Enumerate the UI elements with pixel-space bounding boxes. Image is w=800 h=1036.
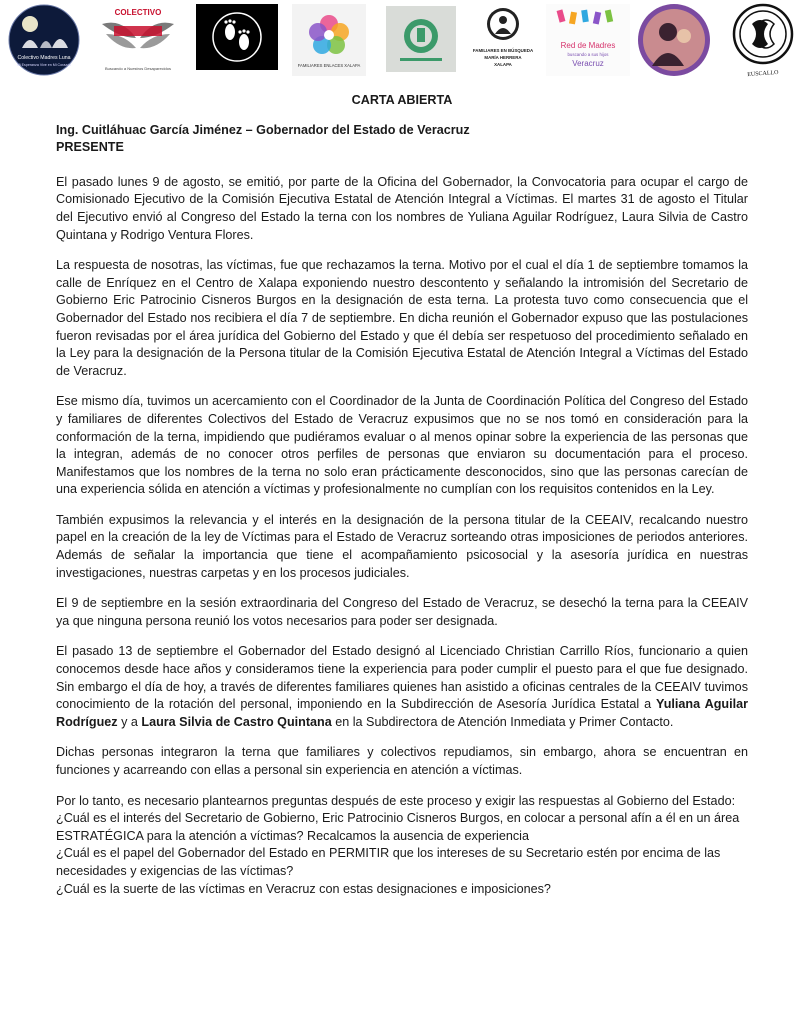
logo6-line1: FAMILIARES EN BÚSQUEDA (472, 48, 534, 53)
logo-photo-circle (634, 2, 714, 78)
question-2: ¿Cuál es el papel del Gobernador del Estado en PERMITIR que los intereses de su Secretario estén por encima de las necesidades y exigencias de las víctimas? (56, 846, 721, 878)
letter (56, 92, 748, 898)
question-3: ¿Cuál es la suerte de las víctimas en Veracruz con estas designaciones e imposiciones? (56, 881, 551, 896)
logo2-motto: Buscando a Nuestros Desaparecidos (104, 66, 172, 71)
paragraph-3: Ese mismo día, tuvimos un acercamiento con el Coordinador de la Junta de Coordinación Política del Congreso del Estado y familiares de diferentes Colectivos del Estado de Veracruz expusimos que no se nos tomó en consideración para la conformación de la terna, impidiendo que pudiéramos evaluar o al menos opinar sobre la experiencia de las personas que la integran, además de no conocer otros perfiles de personas que enviaron su documentación para el proceso. Manifestamos que los nombres de la terna no solo eran prácticamente desconocidos, sino que las personas carecían de una experiencia sólida en atención a víctimas y profesionalmente no cumplían con los requisitos contenidos en la Ley. (56, 394, 748, 497)
p6-name-yuliana: Yuliana Aguilar Rodríguez (56, 697, 748, 729)
logo-red-de-madres (546, 4, 630, 76)
logo7-line2: buscando a sus hijos (567, 52, 609, 57)
salutation: PRESENTE (56, 140, 124, 155)
logo-familiares-enlaces (292, 4, 366, 76)
logo-footprints (196, 4, 278, 70)
logo-colectivo-wings (92, 4, 184, 76)
p6-part-a: El pasado 13 de septiembre el Gobernador del Estado designó al Licenciado Christian Carrillo Ríos, funcionario a quien conocemos desde hace años y consideramos tiene la experiencia para poder cumplir el puesto para el que fue designado. Sin embargo el día de hoy, a través de diferentes familiares quienes han asistido a oficinas centrales de la CEEAIV tuvimos conocimiento de la rotación del personal, imponiendo en la Subdirección de Asesoría Jurídica Estatal a (56, 644, 748, 712)
logo6-line3: XALAPA (494, 62, 512, 67)
logo2-title: COLECTIVO (114, 8, 162, 17)
question-1: ¿Cuál es el interés del Secretario de Gobierno, Eric Patrocinio Cisneros Burgos, en colocar a personal afín a él en un área ESTRATÉGICA para la atención a víctimas? Recalcamos la ausencia de experiencia (56, 811, 740, 843)
addressee: Ing. Cuitláhuac García Jiménez – Gobernador del Estado de Veracruz (56, 122, 470, 137)
logo-green-emblem (386, 6, 456, 72)
logo-euscallo (728, 0, 798, 80)
logo-strip (0, 0, 800, 80)
logo-maria-herrera (466, 4, 540, 76)
paragraph-5: El 9 de septiembre en la sesión extraordinaria del Congreso del Estado de Veracruz, se desechó la terna para la CEEAIV ya que ninguna persona reunió los votos necesarios para poder ser designada. (56, 596, 748, 628)
logo4-name: FAMILIARES ENLACES XALAPA (297, 63, 361, 68)
paragraph-4: También expusimos la relevancia y el interés en la designación de la persona titular de la CEEAIV, recalcando nuestro papel en la creación de la ley de Víctimas para el Estado de Veracruz sorteando otras imposiciones de periodos anteriores. Además de señalar la importancia que tiene el acompañamiento psicosocial y la asesoría jurídica en nuestras investigaciones, nuestras carpetas y en los procesos judiciales. (56, 512, 748, 580)
p6-part-b: y a (117, 714, 142, 729)
paragraph-2: La respuesta de nosotras, las víctimas, fue que rechazamos la terna. Motivo por el cual el día 1 de septiembre tomamos la calle de Enríquez en el Centro de Xalapa exponiendo nuestro descontento y señalando la intromisión del Secretario de Gobierno Eric Patrocinio Cisneros Burgos en la designación de esta terna. La protesta tuvo como consecuencia que el Gobernador del Estado nos recibiera el día 7 de septiembre. En dicha reunión el Gobernador expuso que las postulaciones fueron revisadas por el área jurídica del Gobierno del Estado y que él debía ser respetuoso del procedimiento señalado en la Ley para la designación de la Persona titular de la Comisión Ejecutiva Estatal de Atención Integral a Víctimas del Estado de Veracruz. (56, 258, 748, 378)
logo6-line2: MARÍA HERRERA (484, 55, 522, 60)
paragraph-8 (56, 793, 748, 899)
logo7-line1: Red de Madres (560, 41, 616, 50)
logo7-line3: Veracruz (572, 59, 604, 68)
paragraph-7: Dichas personas integraron la terna que familiares y colectivos repudiamos, sin embargo, ahora se encuentran en funciones y acarreando con ellas a personal sin experiencia en atención a víctimas. (56, 745, 748, 777)
letter-title: CARTA ABIERTA (351, 93, 453, 107)
paragraph-6 (56, 643, 748, 731)
logo1-motto: Mi Esperanza Vive en Mi Corazón (16, 63, 72, 67)
logo9-name: EUSCALLO (747, 69, 779, 79)
paragraph-1: El pasado lunes 9 de agosto, se emitió, por parte de la Oficina del Gobernador, la Convocatoria para ocupar el cargo de Comisionado Ejecutivo de la Comisión Ejecutiva Estatal de Atención Integral a Víctimas. El martes 31 de agosto el Titular del Ejecutivo envió al Congreso del Estado la terna con los nombres de Yuliana Aguilar Rodríguez, Laura Silvia de Castro Quintana y Rodrigo Ventura Flores. (56, 174, 748, 242)
logo1-name: Colectivo Madres Luna (17, 55, 71, 61)
logo-colectivo-madres-luna (8, 4, 80, 76)
p6-name-laura: Laura Silvia de Castro Quintana (141, 714, 332, 729)
p6-part-c: en la Subdirectora de Atención Inmediata y Primer Contacto. (331, 714, 674, 729)
p8-intro: Por lo tanto, es necesario plantearnos preguntas después de este proceso y exigir las respuestas al Gobierno del Estado: (56, 793, 736, 808)
